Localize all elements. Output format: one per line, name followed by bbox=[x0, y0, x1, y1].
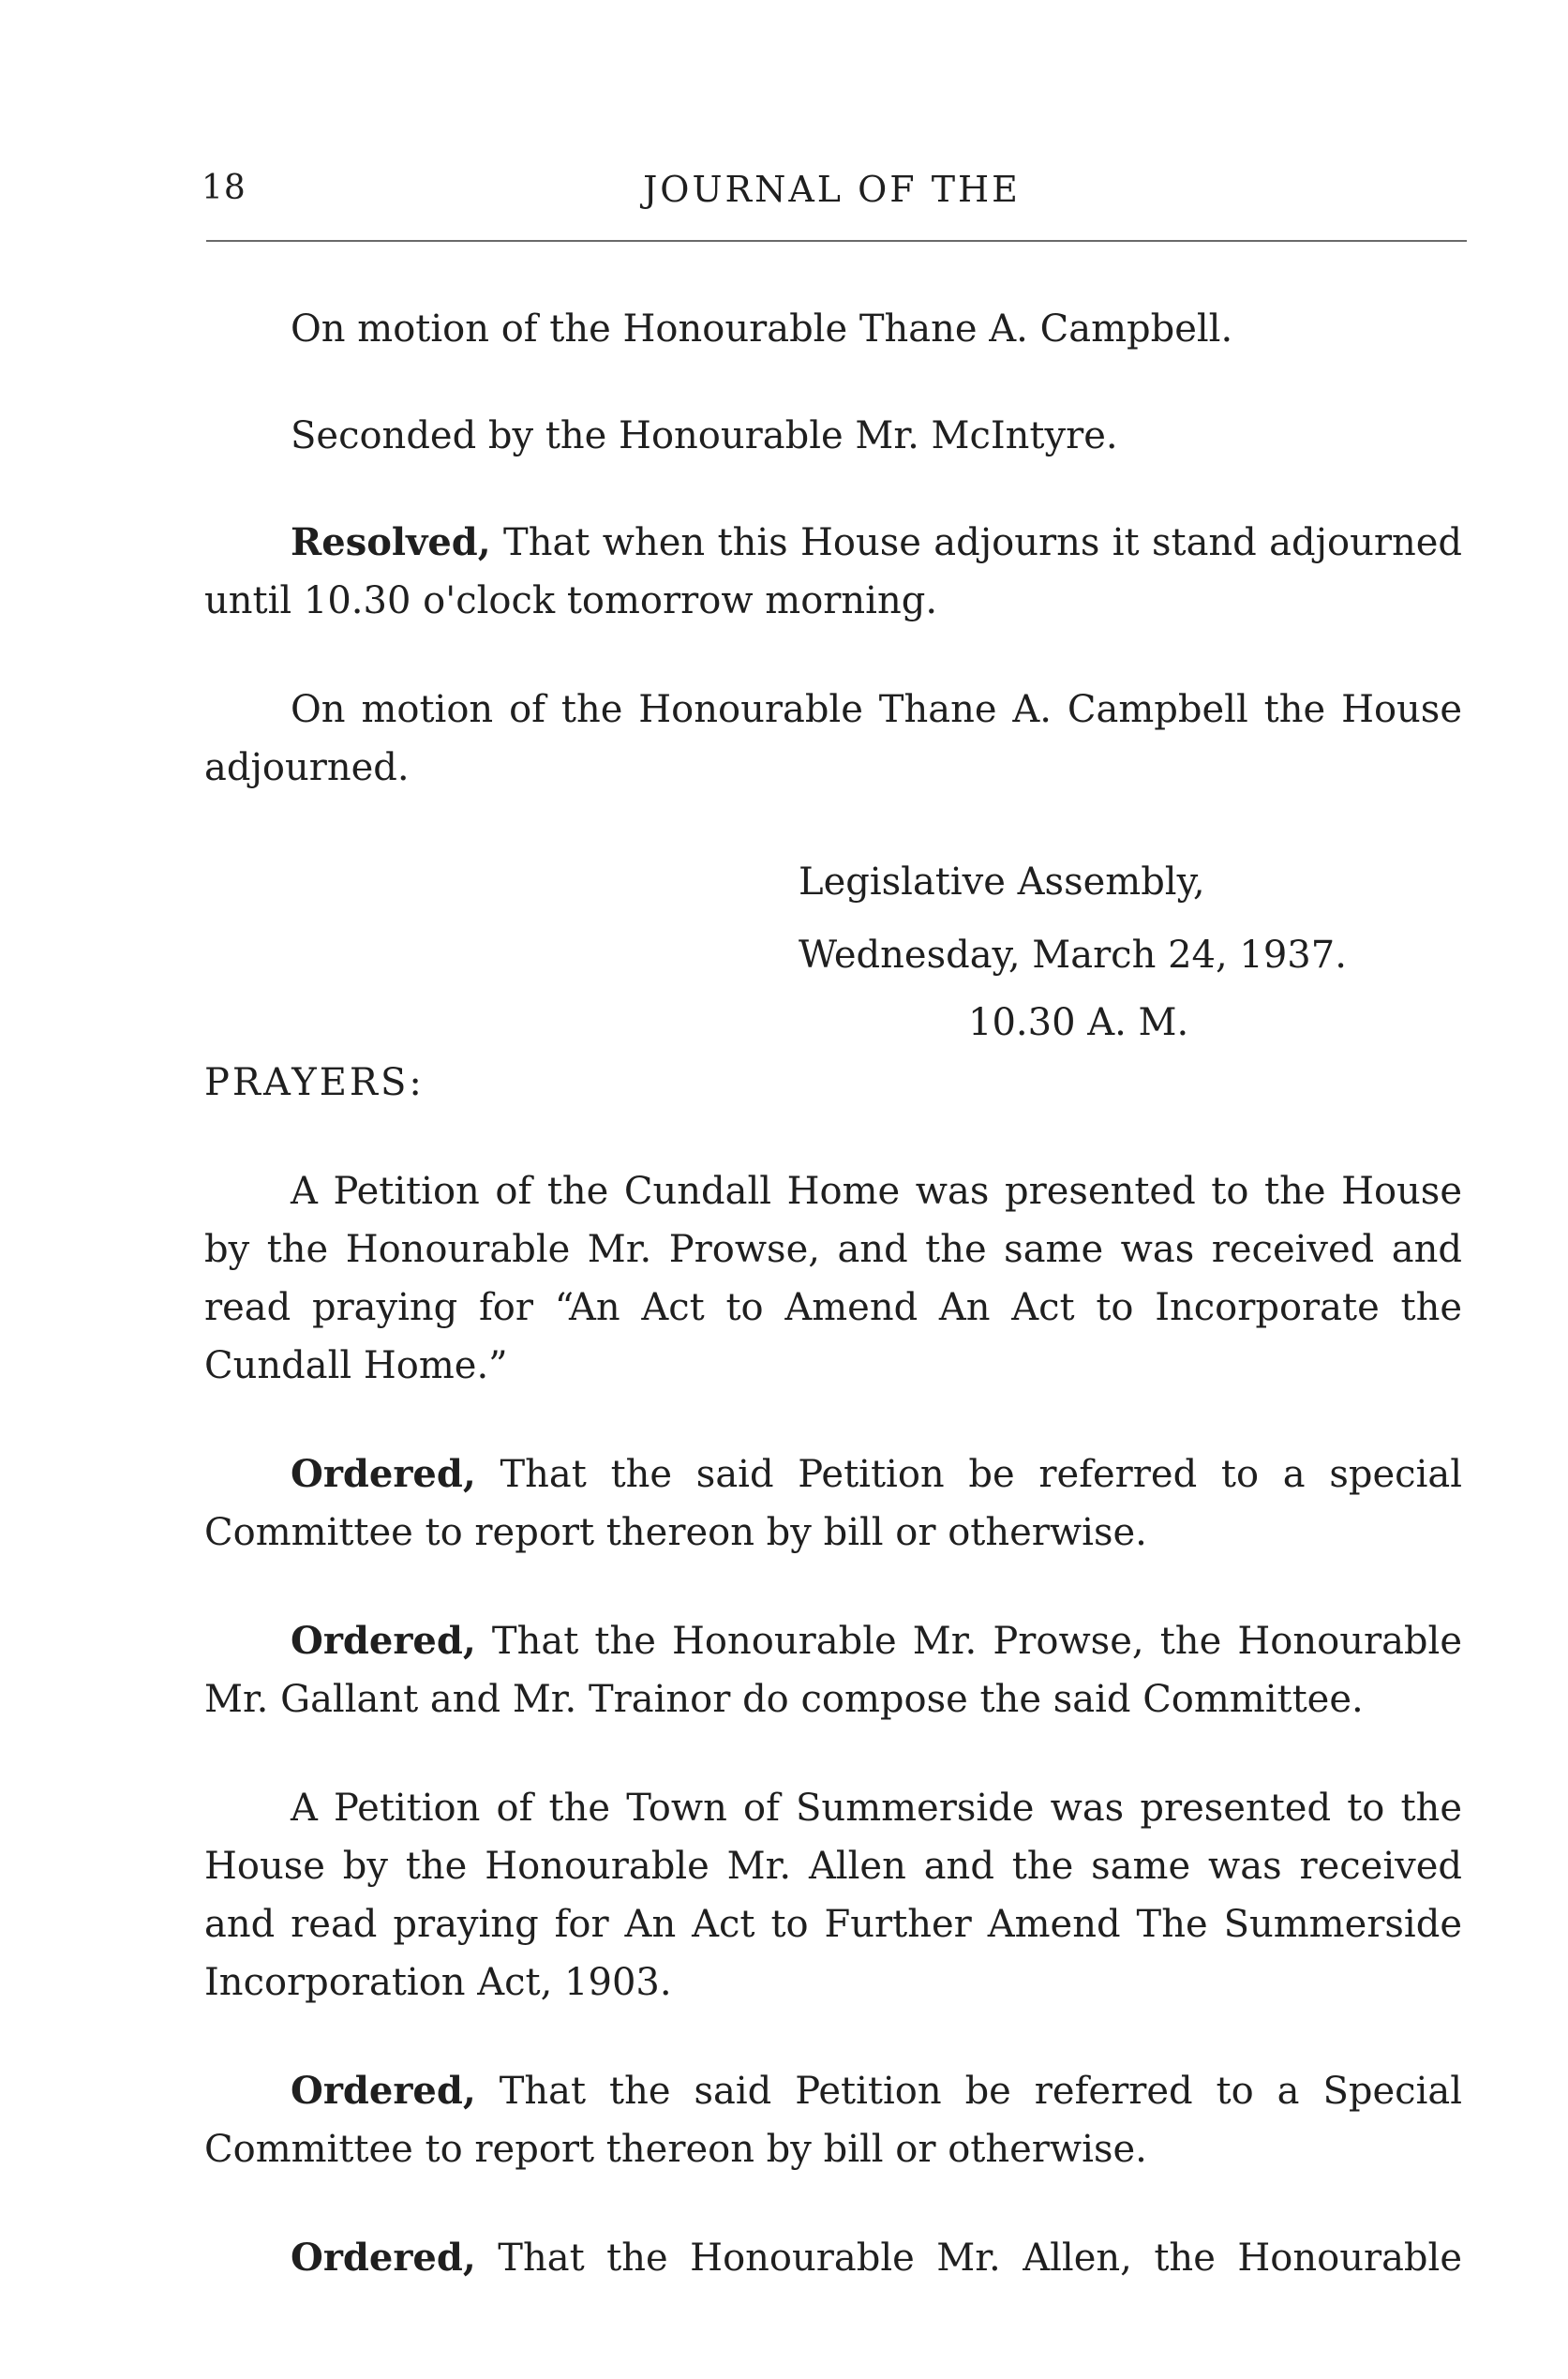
prayers-heading: PRAYERS: bbox=[204, 1061, 425, 1104]
ordered-lead: Ordered, bbox=[291, 2069, 476, 2113]
paragraph-resolved bbox=[204, 514, 1462, 630]
paragraph-ordered-referred-2 bbox=[204, 2062, 1462, 2178]
resolved-text: That when this House adjourns it stand adjourned until 10.30 o'clock tomorrow morning. bbox=[204, 521, 1462, 622]
resolved-lead: Resolved, bbox=[291, 520, 491, 564]
paragraph-petition-cundall: A Petition of the Cundall Home was presented to the House by the Honourable Mr. Prowse, and the same was received and read praying for “An Act to Amend An Act to Incorporate the Cundall Home.” bbox=[204, 1170, 1462, 1387]
paragraph-motion: On motion of the Honourable Thane A. Campbell. bbox=[291, 307, 1233, 351]
ordered-lead: Ordered, bbox=[291, 1452, 476, 1496]
ordered-lead: Ordered, bbox=[291, 2236, 476, 2280]
dateline-assembly: Legislative Assembly, bbox=[799, 860, 1205, 904]
page-header bbox=[202, 169, 1462, 225]
running-head: JOURNAL OF THE bbox=[643, 169, 1021, 210]
page-number: 18 bbox=[202, 169, 246, 207]
dateline-date: Wednesday, March 24, 1937. bbox=[799, 934, 1347, 977]
ordered-lead: Ordered, bbox=[291, 1619, 476, 1663]
journal-body bbox=[204, 300, 1462, 2287]
ordered-text: That the Honourable Mr. Prowse, the Honourable Mr. Gallant and Mr. Trainor do compose the said Committee. bbox=[204, 1620, 1462, 1721]
ordered-text: That the said Petition be referred to a special Committee to report thereon by bill or otherwise. bbox=[204, 1453, 1462, 1554]
header-rule bbox=[206, 240, 1467, 242]
ordered-text: That the said Petition be referred to a Special Committee to report thereon by bill or otherwise. bbox=[204, 2070, 1462, 2171]
paragraph-ordered-committee-1 bbox=[204, 1612, 1462, 1728]
paragraph-seconded: Seconded by the Honourable Mr. McIntyre. bbox=[291, 414, 1118, 457]
ordered-text: That the Honourable Mr. Allen, the Honourable bbox=[475, 2237, 1462, 2280]
paragraph-adjourned: On motion of the Honourable Thane A. Campbell the House adjourned. bbox=[204, 688, 1462, 789]
dateline-time: 10.30 A. M. bbox=[968, 1001, 1189, 1044]
paragraph-petition-summerside: A Petition of the Town of Summerside was presented to the House by the Honourable Mr. Allen and the same was received and read praying for An Act to Further Amend The Summerside Incorporation Act, 1903. bbox=[204, 1787, 1462, 2004]
paragraph-ordered-referred-1 bbox=[204, 1445, 1462, 1562]
paragraph-ordered-committee-2 bbox=[204, 2229, 1462, 2287]
